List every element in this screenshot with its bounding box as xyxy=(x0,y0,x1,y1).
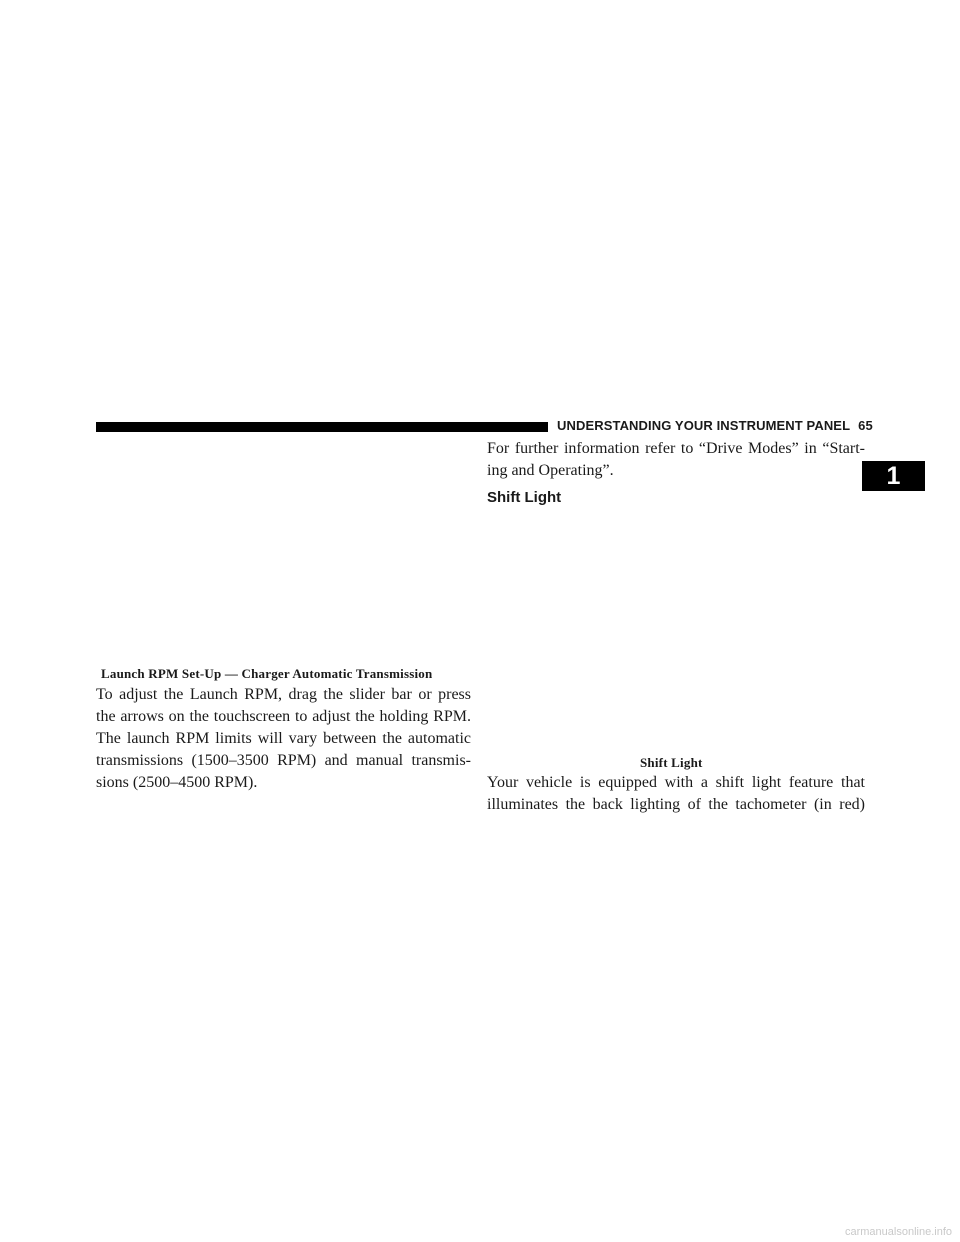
text-line: To adjust the Launch RPM, drag the slider bar or press xyxy=(96,686,471,703)
paragraph-shift-light xyxy=(487,772,865,816)
header-section-title: UNDERSTANDING YOUR INSTRUMENT PANEL xyxy=(557,418,851,433)
paragraph-launch-rpm xyxy=(96,684,471,794)
figure-caption-shift-light: Shift Light xyxy=(640,755,703,770)
paragraph-further-info xyxy=(487,438,865,482)
text-line: the arrows on the touchscreen to adjust the holding RPM. xyxy=(96,708,471,725)
text-line: The launch RPM limits will vary between the automatic xyxy=(96,730,471,747)
text-line: ing and Operating”. xyxy=(487,462,614,479)
running-header xyxy=(557,418,873,433)
text-line: sions (2500–4500 RPM). xyxy=(96,774,258,791)
text-line: Your vehicle is equipped with a shift light feature that xyxy=(487,774,865,791)
page-number: 65 xyxy=(858,418,873,433)
text-line: transmissions (1500–3500 RPM) and manual transmis- xyxy=(96,752,471,769)
figure-caption-launch-rpm: Launch RPM Set-Up — Charger Automatic Transmission xyxy=(101,666,433,681)
text-line: illuminates the back lighting of the tachometer (in red) xyxy=(487,796,865,813)
chapter-tab: 1 xyxy=(862,461,925,491)
header-rule xyxy=(96,422,548,432)
section-heading-shift-light: Shift Light xyxy=(487,489,562,506)
watermark: carmanualsonline.info xyxy=(844,1226,952,1238)
text-line: For further information refer to “Drive Modes” in “Start- xyxy=(487,440,865,457)
